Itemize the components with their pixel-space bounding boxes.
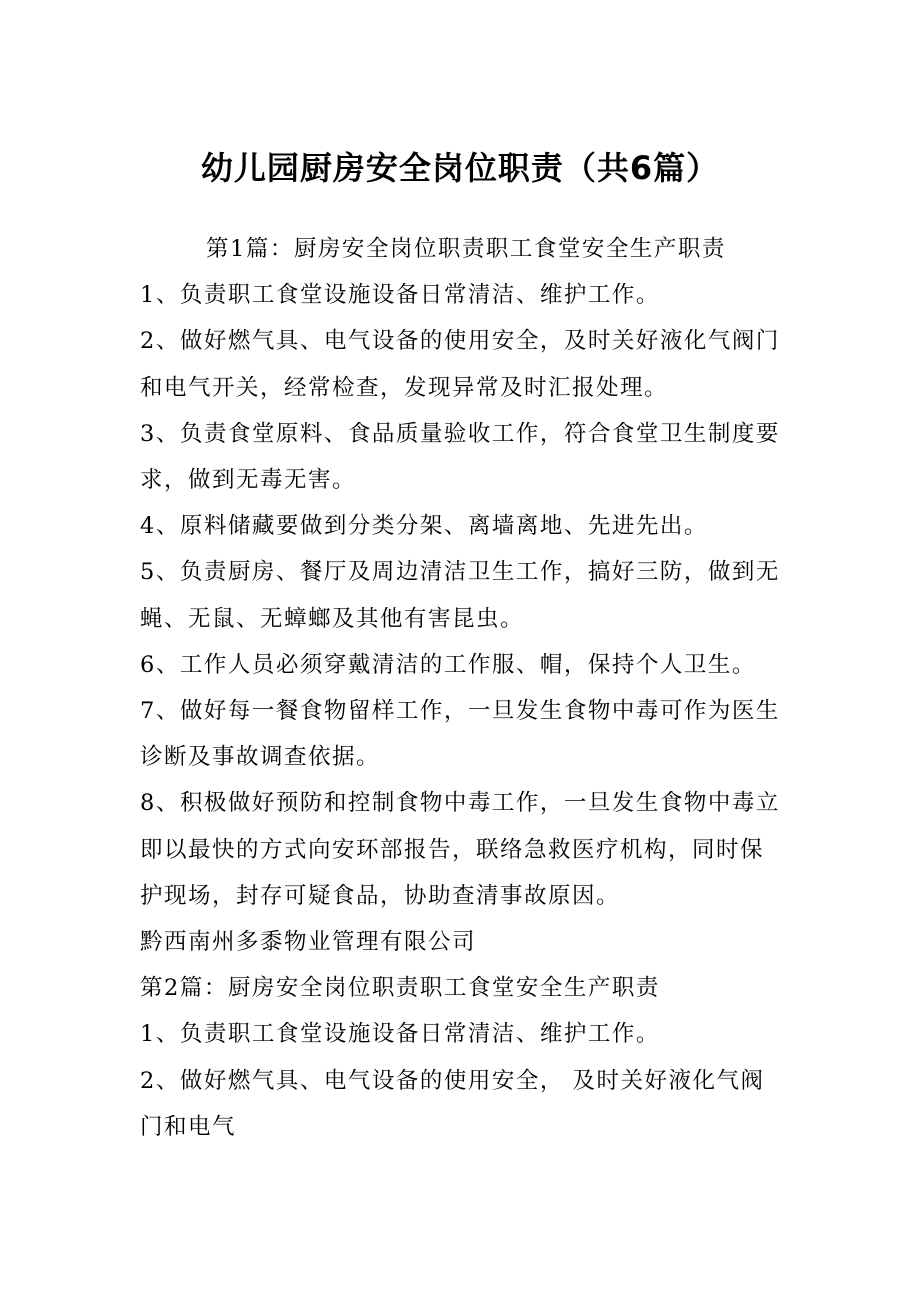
document-body: [140, 226, 786, 1150]
paragraph: 1、负责职工食堂设施设备日常清洁、维护工作。: [140, 282, 660, 309]
section-heading-2: 第2篇：厨房安全岗位职责职工食堂安全生产职责: [140, 975, 660, 1002]
paragraph: 3、负责食堂原料、食品质量验收工作，符合食堂卫生制度要求，做到无毒无害。: [140, 420, 780, 494]
paragraph: 8、积极做好预防和控制食物中毒工作，一旦发生食物中毒立即以最快的方式向安环部报告，联络急救医疗机构，同时保护现场，封存可疑食品，协助查清事故原因。: [140, 790, 780, 909]
paragraph: 2、做好燃气具、电气设备的使用安全，及时关好液化气阀门和电气开关，经常检查，发现异常及时汇报处理。: [140, 328, 780, 401]
company-name: 黔西南州多黍物业管理有限公司: [140, 929, 477, 956]
paragraph: 5、负责厨房、餐厅及周边清洁卫生工作，搞好三防，做到无蝇、无鼠、无蟑螂及其他有害昆虫。: [140, 559, 780, 632]
document-title: 幼儿园厨房安全岗位职责（共6篇）: [200, 149, 720, 187]
section-heading-1: 第1篇：厨房安全岗位职责职工食堂安全生产职责: [206, 236, 726, 262]
paragraph: 2、做好燃气具、电气设备的使用安全， 及时关好液化气阀门和电气: [140, 1067, 765, 1140]
paragraph: 6、工作人员必须穿戴清洁的工作服、帽，保持个人卫生。: [140, 651, 756, 678]
paragraph: 4、原料储藏要做到分类分架、离墙离地、先进先出。: [140, 513, 708, 540]
paragraph: 1、负责职工食堂设施设备日常清洁、维护工作。: [140, 1021, 660, 1048]
paragraph: 7、做好每一餐食物留样工作，一旦发生食物中毒可作为医生诊断及事故调查依据。: [140, 698, 780, 771]
